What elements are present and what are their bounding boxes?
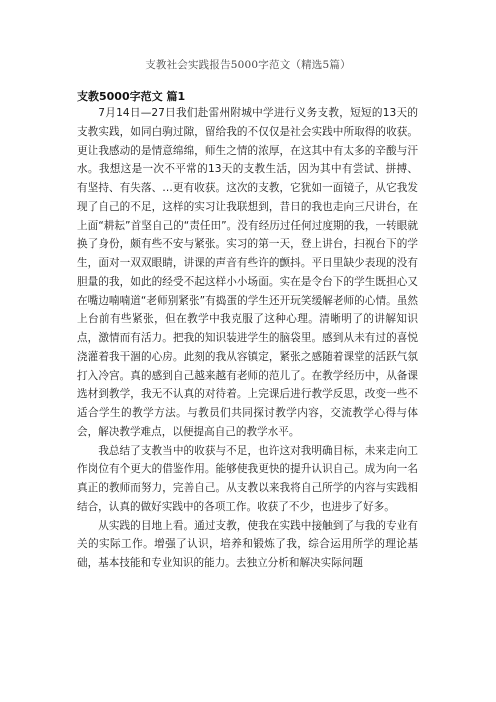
paragraph: 7月14日—27日我们赴雷州附城中学进行义务支教，短短的13天的支教实践，如同白驹过隙，留给我的不仅仅是社会实践中所取得的收获。更让我感动的是情意绵绵，师生之情的浓厚，在这其中有太多的辛酸与汗水。我想这是一次不平常的13天的支教生活，因为其中有尝试、拼搏、有坚持、有失落、…更有收获。这次的支教，它犹如一面镜子，从它我发现了自己的不足，这样的实习让我联想到，昔日的我也走向三尺讲台，在上面“耕耘”首坚自己的“责任田”。没有经历过任何过度期的我，一转眼就换了身份，颇有些不安与紧张。实习的第一天，登上讲台，扫视台下的学生，面对一双双眼睛，讲课的声音有些许的颤抖。平日里缺少表现的没有胆量的我，如此的经受不起这样小小场面。实在是令台下的学生既担心又在嘴边喃喃道“老师别紧张”有捣蛋的学生还开玩笑缓解老师的心情。虽然上台前有些紧张，但在教学中我克服了这种心理。清晰明了的讲解知识点，激情而有活力。把我的知识装进学生的脑袋里。感到从未有过的喜悦浇灌着我干涸的心房。此刻的我从容镇定，紧张之感随着课堂的活跃气氛打入冷宫。真的感到自己越来越有老师的范儿了。在教学经历中，从备课选材到教学，我无不认真的对待着。上完课后进行教学反思，改变一些不适合学生的教学方法。与教员们共同探讨教学内容，交流教学心得与体会，解决教学难点，以便提高自己的教学水平。 bbox=[77, 107, 418, 438]
body-text bbox=[77, 104, 418, 573]
paragraph: 从实践的目地上看。通过支教，使我在实践中接触到了与我的专业有关的实际工作。增强了认识，培养和锻炼了我，综合运用所学的理论基础，基本技能和专业知识的能力。去独立分析和解决实际问题 bbox=[77, 519, 418, 569]
document-title: 支教社会实践报告5000字范文（精选5篇） bbox=[145, 59, 351, 71]
section-heading: 支教5000字范文 篇1 bbox=[77, 90, 186, 103]
paragraph: 我总结了支教当中的收获与不足，也许这对我明确目标，未来走向工作岗位有个更大的借鉴作用。能够使我更快的提升认识自己。成为向一名真正的教师而努力，完善自己。从支教以来我将自己所学的内容与实践相结合，认真的做好实践中的各项工作。收获了不少，也进步了好多。 bbox=[77, 444, 418, 513]
